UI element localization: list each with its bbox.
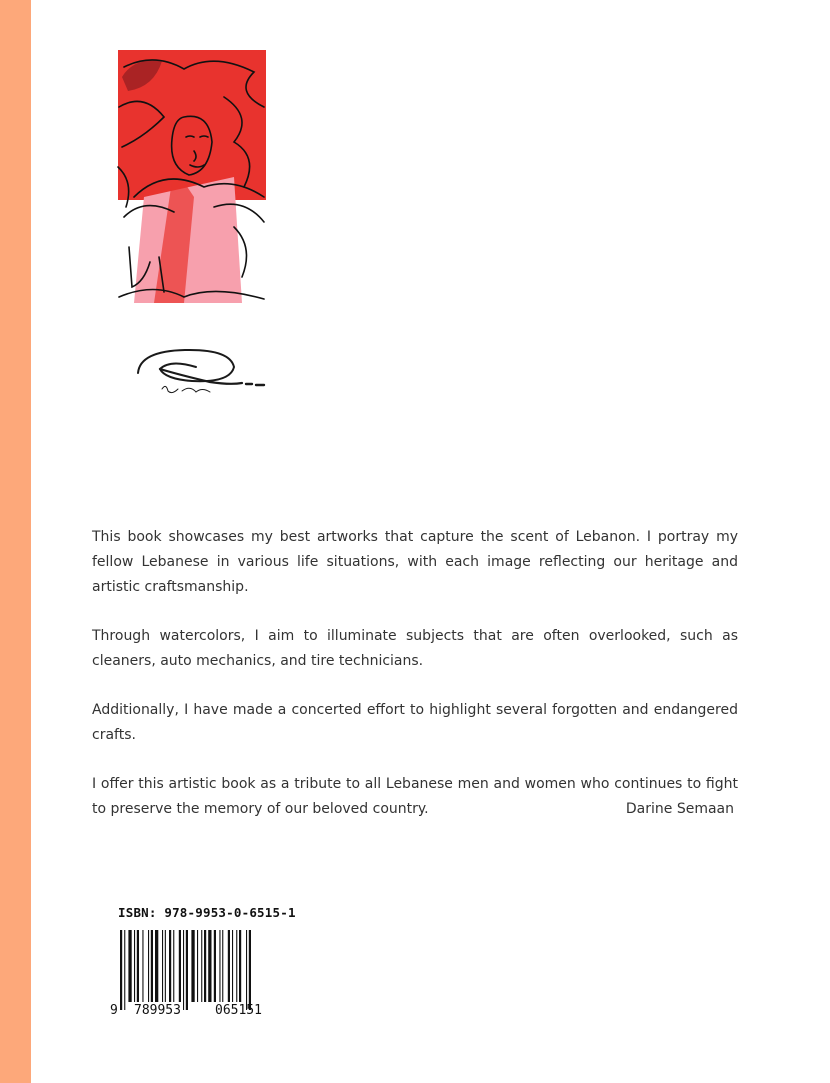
barcode-bar xyxy=(162,930,163,1002)
barcode-bar xyxy=(155,930,158,1002)
blurb-paragraph: This book showcases my best artworks that capture the scent of Lebanon. I portray my fellow Lebanese in various life situations, with each image reflecting our heritage and artistic craftsmanship. xyxy=(92,529,738,595)
barcode-bar xyxy=(232,930,233,1002)
isbn-barcode xyxy=(108,926,286,1018)
barcode-bar xyxy=(219,930,220,1002)
barcode-bar xyxy=(222,930,223,1002)
blurb-paragraph: Through watercolors, I aim to illuminate subjects that are often overlooked, such as cleaners, auto mechanics, and tire technicians. xyxy=(92,628,738,669)
barcode-bar xyxy=(204,930,206,1002)
signature-image xyxy=(130,345,270,403)
barcode-bar xyxy=(183,930,184,1010)
barcode-bar xyxy=(201,930,202,1002)
barcode-bar xyxy=(214,930,216,1002)
isbn-label: ISBN: 978-9953-0-6515-1 xyxy=(118,905,296,920)
barcode-bar xyxy=(239,930,241,1002)
author-name: Darine Semaan xyxy=(625,801,734,817)
barcode-digits-left: 789953 xyxy=(134,1003,181,1018)
barcode-bar xyxy=(249,930,251,1010)
barcode-bar xyxy=(208,930,211,1002)
barcode-bar xyxy=(124,930,125,1010)
barcode-bar xyxy=(169,930,171,1002)
barcode-digit-first: 9 xyxy=(110,1003,118,1018)
barcode-bar xyxy=(151,930,153,1002)
barcode-bar xyxy=(173,930,174,1002)
blurb-paragraph: I offer this artistic book as a tribute to all Lebanese men and women who continues to fight to preserve the memory of our beloved country. xyxy=(92,776,738,817)
barcode-bar xyxy=(137,930,139,1002)
barcode-bar xyxy=(246,930,247,1010)
barcode-digits-right: 065151 xyxy=(215,1003,262,1018)
barcode-bar xyxy=(228,930,230,1002)
barcode-bar xyxy=(134,930,135,1002)
barcode-bar xyxy=(148,930,149,1002)
barcode-bar xyxy=(191,930,194,1002)
barcode-bar xyxy=(236,930,237,1002)
barcode-bar xyxy=(186,930,188,1010)
barcode-bar xyxy=(165,930,166,1002)
barcode-bar xyxy=(128,930,131,1002)
back-cover-blurb xyxy=(92,525,738,822)
barcode-bar xyxy=(120,930,122,1010)
barcode-bar xyxy=(197,930,198,1002)
blurb-paragraph: Additionally, I have made a concerted effort to highlight several forgotten and endangered crafts. xyxy=(92,702,738,743)
portrait-artwork-image xyxy=(114,47,267,303)
barcode-bar xyxy=(142,930,143,1002)
book-spine-band xyxy=(0,0,31,1083)
barcode-bar xyxy=(179,930,181,1002)
